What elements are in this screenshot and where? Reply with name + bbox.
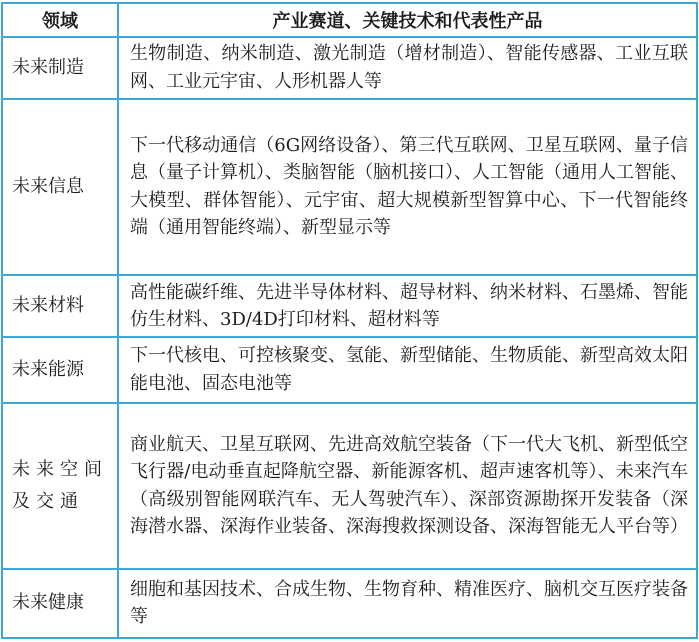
table-row	[2, 37, 697, 99]
table-row	[2, 275, 697, 337]
row-field-future-energy: 未来能源	[2, 337, 118, 403]
header-content: 产业赛道、关键技术和代表性产品	[118, 3, 697, 37]
header-field: 领域	[2, 3, 118, 37]
table-row	[2, 403, 697, 569]
row-field-future-health: 未来健康	[2, 569, 118, 638]
row-content-future-information: 下一代移动通信（6G网络设备）、第三代互联网、卫星互联网、量子信息（量子计算机）、类脑智能（脑机接口）、人工智能（通用人工智能、大模型、群体智能）、元宇宙、超大规模新型智算中心、下一代智能终端（通用智能终端）、新型显示等	[118, 99, 697, 275]
table-header-row	[2, 3, 697, 37]
row-content-future-manufacturing: 生物制造、纳米制造、激光制造（增材制造）、智能传感器、工业互联网、工业元宇宙、人形机器人等	[118, 37, 697, 99]
row-content-future-health: 细胞和基因技术、合成生物、生物育种、精准医疗、脑机交互医疗装备等	[118, 569, 697, 638]
row-field-future-space-transport: 未来空间及交通	[2, 403, 118, 569]
row-content-future-energy: 下一代核电、可控核聚变、氢能、新型储能、生物质能、新型高效太阳能电池、固态电池等	[118, 337, 697, 403]
industry-table	[1, 2, 698, 639]
row-field-future-materials: 未来材料	[2, 275, 118, 337]
table-row	[2, 337, 697, 403]
row-field-future-information: 未来信息	[2, 99, 118, 275]
row-content-future-materials: 高性能碳纤维、先进半导体材料、超导材料、纳米材料、石墨烯、智能仿生材料、3D/4D打印材料、超材料等	[118, 275, 697, 337]
row-field-future-manufacturing: 未来制造	[2, 37, 118, 99]
row-content-future-space-transport: 商业航天、卫星互联网、先进高效航空装备（下一代大飞机、新型低空飞行器/电动垂直起降航空器、新能源客机、超声速客机等）、未来汽车（高级别智能网联汽车、无人驾驶汽车）、深部资源勘探开发装备（深海潜水器、深海作业装备、深海搜救探测设备、深海智能无人平台等）	[118, 403, 697, 569]
table-row	[2, 99, 697, 275]
table-row	[2, 569, 697, 638]
